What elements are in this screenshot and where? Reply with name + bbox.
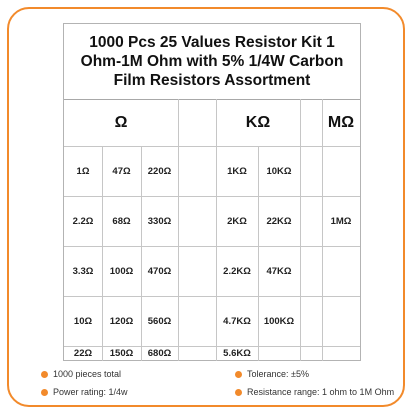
kohm-value-cell: 2KΩ (227, 215, 247, 227)
ohm-value-cell: 680Ω (147, 348, 172, 359)
kohm-value-cell: 4.7KΩ (223, 315, 251, 327)
kohm-value-cell: 47KΩ (266, 265, 292, 277)
kohm-value-cell: 1KΩ (227, 165, 247, 177)
ohm-value-cell: 330Ω (147, 215, 172, 227)
mohm-value-cell (322, 246, 360, 296)
kohm-header: KΩ (245, 114, 271, 131)
spec-range-text: Resistance range: 1 ohm to 1M Ohm (247, 387, 395, 397)
ohm-header: Ω (114, 114, 128, 131)
ohm-value-cell: 47Ω (112, 165, 131, 177)
ohm-value-cell: 2.2Ω (72, 215, 94, 227)
ohm-value-cell: 150Ω (109, 348, 134, 359)
ohm-value-cell: 560Ω (147, 315, 172, 327)
column-divider (178, 99, 179, 361)
spec-power-text: Power rating: 1/4w (53, 387, 128, 397)
kohm-value-cell: 100KΩ (263, 315, 295, 327)
spec-power (41, 387, 128, 397)
bullet-dot-icon (41, 371, 48, 378)
kohm-value-cell (258, 346, 300, 361)
spec-tolerance (235, 369, 309, 379)
kohm-value-cell: 2.2KΩ (223, 265, 251, 277)
mohm-value-cell: 1MΩ (330, 215, 352, 227)
ohm-value-cell: 68Ω (112, 215, 131, 227)
spec-range (235, 387, 394, 397)
mohm-value-cell (322, 346, 360, 361)
ohm-value-cell: 10Ω (73, 315, 93, 327)
ohm-value-cell: 1Ω (76, 165, 90, 177)
mohm-value-cell (322, 146, 360, 196)
ohm-value-cell: 120Ω (109, 315, 134, 327)
ohm-value-cell: 220Ω (147, 165, 172, 177)
kohm-value-cell: 10KΩ (266, 165, 292, 177)
spec-total-text: 1000 pieces total (53, 369, 122, 379)
title-divider (64, 99, 360, 100)
ohm-value-cell: 100Ω (109, 265, 134, 277)
bullet-dot-icon (235, 389, 242, 396)
resistor-value-table (63, 23, 361, 361)
kohm-value-cell: 22KΩ (266, 215, 292, 227)
page-title: 1000 Pcs 25 Values Resistor Kit 1 Ohm-1M Ohm with 5% 1/4W Carbon Film Resistors Assortment (80, 34, 344, 89)
bullet-dot-icon (41, 389, 48, 396)
spec-total (41, 369, 121, 379)
ohm-value-cell: 22Ω (73, 348, 93, 359)
mohm-header: MΩ (327, 114, 355, 131)
column-divider (300, 99, 301, 361)
kohm-value-cell: 5.6KΩ (223, 348, 251, 359)
bullet-dot-icon (235, 371, 242, 378)
ohm-value-cell: 3.3Ω (72, 265, 94, 277)
product-frame (7, 7, 405, 407)
ohm-value-cell: 470Ω (147, 265, 172, 277)
spec-tolerance-text: Tolerance: ±5% (247, 369, 309, 379)
mohm-value-cell (322, 296, 360, 346)
